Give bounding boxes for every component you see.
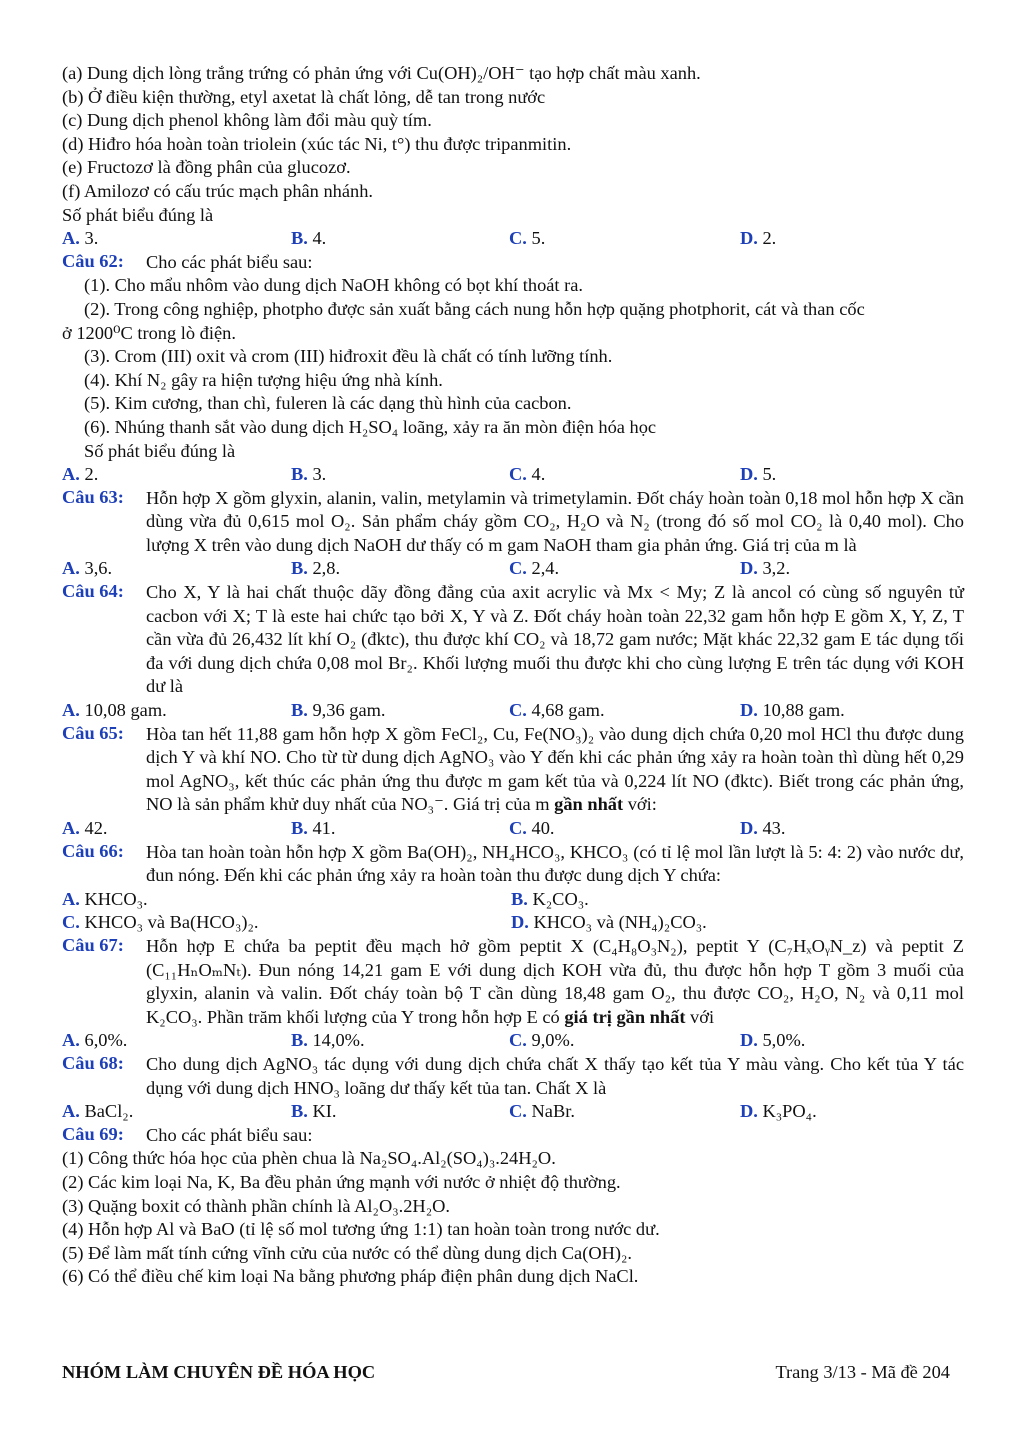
option-a: A. 3. — [62, 228, 99, 249]
emphasis: gần nhất — [554, 794, 624, 815]
emphasis: giá trị gần nhất — [564, 1006, 686, 1027]
exam-page — [62, 62, 964, 1289]
option-a: A. 10,08 gam. — [62, 700, 167, 721]
option-d: D. 2. — [739, 228, 777, 249]
option-b: B. 41. — [290, 818, 336, 838]
option-c: C. KHCO₃ và Ba(HCO₃)₂. — [62, 912, 259, 933]
option-a: A. 3,6. — [62, 558, 113, 579]
q62-question: Số phát biểu đúng là — [84, 440, 236, 461]
question-label: Câu 69: — [62, 1123, 124, 1144]
option-b: B. 14,0%. — [290, 1030, 365, 1051]
option-b: B. 3. — [290, 464, 327, 485]
question-text: Hòa tan hết 11,88 gam hỗn hợp X gồm FeCl₂, Cu, Fe(NO₃)₂ vào dung dịch chứa 0,20 mol HCl thu được dung dịch Y và khí NO. Cho từ từ dung dịch AgNO₃ vào Y đến khi các phản ứng xảy ra hoàn toàn thì dùng hết 0,29 mol AgNO₃, kết thúc các phản ứng thu được m gam kết tủa và 0,224 lít NO (đktc). Biết trong các phản ứng, NO là sản phẩm khử duy nhất của NO₃⁻. Giá trị của m gần nhất với: — [146, 723, 964, 815]
option-d: D. 43. — [739, 818, 786, 838]
option-b: B. 2,8. — [290, 558, 341, 579]
q62-statement-2: (2). Trong công nghiệp, photpho được sản xuất bằng cách nung hỗn hợp quặng photphorit, cát và than cốc — [84, 298, 865, 319]
option-c: C. 4,68 gam. — [509, 700, 605, 721]
option-d: D. K₃PO₄. — [739, 1101, 817, 1122]
page-footer — [62, 1362, 950, 1383]
q64-block — [62, 581, 964, 723]
q61-block — [62, 62, 964, 251]
option-a: A. KHCO₃. — [62, 888, 148, 909]
option-b: B. KI. — [290, 1101, 337, 1122]
option-c: C. 2,4. — [509, 558, 560, 579]
q68-options — [62, 1100, 964, 1124]
q64-options — [62, 699, 964, 723]
q61-statement-b: (b) Ở điều kiện thường, etyl axetat là chất lỏng, dễ tan trong nước — [62, 86, 546, 107]
q61-statement-c: (c) Dung dịch phenol không làm đổi màu quỳ tím. — [62, 110, 432, 131]
q63-block — [62, 487, 964, 581]
option-b: B. K₂CO₃. — [511, 888, 589, 909]
option-a: A. BaCl₂. — [62, 1101, 134, 1122]
option-a: A. 42. — [62, 818, 108, 838]
option-c: C. 5. — [509, 228, 546, 249]
q62-statement-4: (4). Khí N₂ gây ra hiện tượng hiệu ứng nhà kính. — [84, 369, 443, 390]
question-label: Câu 67: — [62, 934, 124, 955]
q66-options-row2 — [62, 911, 964, 935]
q69-statement-5: (5) Để làm mất tính cứng vĩnh cửu của nước có thể dùng dung dịch Ca(OH)₂. — [62, 1242, 633, 1263]
q66-options-row1 — [62, 888, 964, 912]
q62-block — [62, 251, 964, 487]
question-label: Câu 62: — [62, 250, 124, 271]
footer-page-info: Trang 3/13 - Mã đề 204 — [775, 1362, 950, 1382]
q69-block — [62, 1124, 964, 1289]
q63-options — [62, 557, 964, 581]
q69-statement-4: (4) Hỗn hợp Al và BaO (tỉ lệ số mol tương ứng 1:1) tan hoàn toàn trong nước dư. — [62, 1219, 660, 1240]
q69-statement-3: (3) Quặng boxit có thành phần chính là Al₂O₃.2H₂O. — [62, 1195, 450, 1216]
q65-block — [62, 723, 964, 841]
option-c: C. 40. — [509, 818, 555, 838]
question-label: Câu 64: — [62, 581, 124, 602]
q67-block — [62, 935, 964, 1053]
q69-statement-6: (6) Có thể điều chế kim loại Na bằng phương pháp điện phân dung dịch NaCl. — [62, 1266, 639, 1287]
question-text: Hỗn hợp E chứa ba peptit đều mạch hở gồm peptit X (C₄H₈O₃N₂), peptit Y (C₇HₓOᵧN_z) và peptit Z (C₁₁HₙOₘNₜ). Đun nóng 14,21 gam E với dung dịch KOH vừa đủ, thu được hỗn hợp T gồm 3 muối của glyxin, alanin và valin. Đốt cháy toàn bộ T cần dùng 18,48 gam O₂, thu được CO₂, H₂O, N₂ và 0,11 mol K₂CO₃. Phần trăm khối lượng của Y trong hỗn hợp E có giá trị gần nhất với — [146, 935, 964, 1027]
q62-statement-6: (6). Nhúng thanh sắt vào dung dịch H₂SO₄ loãng, xảy ra ăn mòn điện hóa học — [84, 416, 657, 437]
q61-question: Số phát biểu đúng là — [62, 204, 214, 225]
q62-statement-2-cont: ở 1200⁰C trong lò điện. — [62, 322, 236, 343]
question-label: Câu 68: — [62, 1052, 124, 1073]
option-c: C. 9,0%. — [509, 1030, 575, 1051]
q68-block — [62, 1053, 964, 1124]
q65-options — [62, 817, 964, 841]
q62-options — [62, 463, 964, 487]
q69-statement-1: (1) Công thức hóa học của phèn chua là Na₂SO₄.Al₂(SO₄)₃.24H₂O. — [62, 1148, 556, 1169]
question-label: Câu 63: — [62, 486, 124, 507]
option-d: D. KHCO₃ và (NH₄)₂CO₃. — [511, 912, 707, 933]
option-d: D. 3,2. — [739, 558, 791, 579]
q67-options — [62, 1029, 964, 1053]
question-label: Câu 66: — [62, 840, 124, 861]
option-d: D. 10,88 gam. — [739, 700, 845, 721]
question-text: Hòa tan hoàn toàn hỗn hợp X gồm Ba(OH)₂, NH₄HCO₃, KHCO₃ (có tỉ lệ mol lần lượt là 5: 4: 2) vào nước dư, đun nóng. Đến khi các phản ứng xảy ra hoàn toàn thu được dung dịch Y chứa: — [146, 841, 964, 886]
question-intro: Cho các phát biểu sau: — [146, 1124, 313, 1145]
q66-block — [62, 841, 964, 935]
option-c: C. 4. — [509, 464, 546, 485]
option-b: B. 9,36 gam. — [290, 700, 386, 721]
footer-group-name: NHÓM LÀM CHUYÊN ĐỀ HÓA HỌC — [62, 1362, 376, 1382]
option-c: C. NaBr. — [509, 1101, 575, 1122]
question-label: Câu 65: — [62, 722, 124, 743]
option-a: A. 6,0%. — [62, 1030, 128, 1051]
q61-statement-d: (d) Hiđro hóa hoàn toàn triolein (xúc tác Ni, t°) thu được tripanmitin. — [62, 133, 572, 154]
q62-statement-1: (1). Cho mẩu nhôm vào dung dịch NaOH không có bọt khí thoát ra. — [84, 275, 584, 296]
q61-options — [62, 227, 964, 251]
option-d: D. 5,0%. — [739, 1030, 806, 1051]
question-text: Hỗn hợp X gồm glyxin, alanin, valin, metylamin và trimetylamin. Đốt cháy hoàn toàn 0,18 mol hỗn hợp X cần dùng vừa đủ 0,615 mol O₂. Sản phẩm cháy gồm CO₂, H₂O và N₂ (trong đó số mol CO₂ là 0,40 mol). Cho lượng X trên vào dung dịch NaOH dư thấy có m gam NaOH tham gia phản ứng. Giá trị của m là — [146, 487, 964, 555]
question-intro: Cho các phát biểu sau: — [146, 251, 313, 272]
q61-statement-f: (f) Amilozơ có cấu trúc mạch phân nhánh. — [62, 180, 374, 201]
q62-statement-3: (3). Crom (III) oxit và crom (III) hiđroxit đều là chất có tính lưỡng tính. — [84, 346, 613, 367]
option-b: B. 4. — [290, 228, 327, 249]
question-text: Cho dung dịch AgNO₃ tác dụng với dung dịch chứa chất X thấy tạo kết tủa Y màu vàng. Cho kết tủa Y tác dụng với dung dịch HNO₃ loãng dư thấy kết tủa tan. Chất X là — [146, 1053, 964, 1098]
q69-statement-2: (2) Các kim loại Na, K, Ba đều phản ứng mạnh với nước ở nhiệt độ thường. — [62, 1171, 621, 1192]
q61-statement-a: (a) Dung dịch lòng trắng trứng có phản ứng với Cu(OH)₂/OH⁻ tạo hợp chất màu xanh. — [62, 63, 701, 83]
option-a: A. 2. — [62, 464, 99, 485]
question-text: Cho X, Y là hai chất thuộc dãy đồng đẳng của axit acrylic và Mx < My; Z là ancol có cùng số nguyên tử cacbon với X; T là este hai chức tạo bởi X, Y và Z. Đốt cháy hoàn toàn 22,32 gam hỗn hợp E gồm X, Y, Z, T cần vừa đủ 26,432 lít khí O₂ (đktc), thu được khí CO₂ và 18,72 gam nước; Mặt khác 22,32 gam E tác dụng tối đa với dung dịch chứa 0,08 mol Br₂. Khối lượng muối thu được khi cho cùng lượng E trên tác dụng với KOH dư là — [146, 582, 964, 697]
q62-statement-5: (5). Kim cương, than chì, fuleren là các dạng thù hình của cacbon. — [84, 393, 572, 414]
q61-statement-e: (e) Fructozơ là đồng phân của glucozơ. — [62, 157, 351, 178]
option-d: D. 5. — [739, 464, 777, 485]
